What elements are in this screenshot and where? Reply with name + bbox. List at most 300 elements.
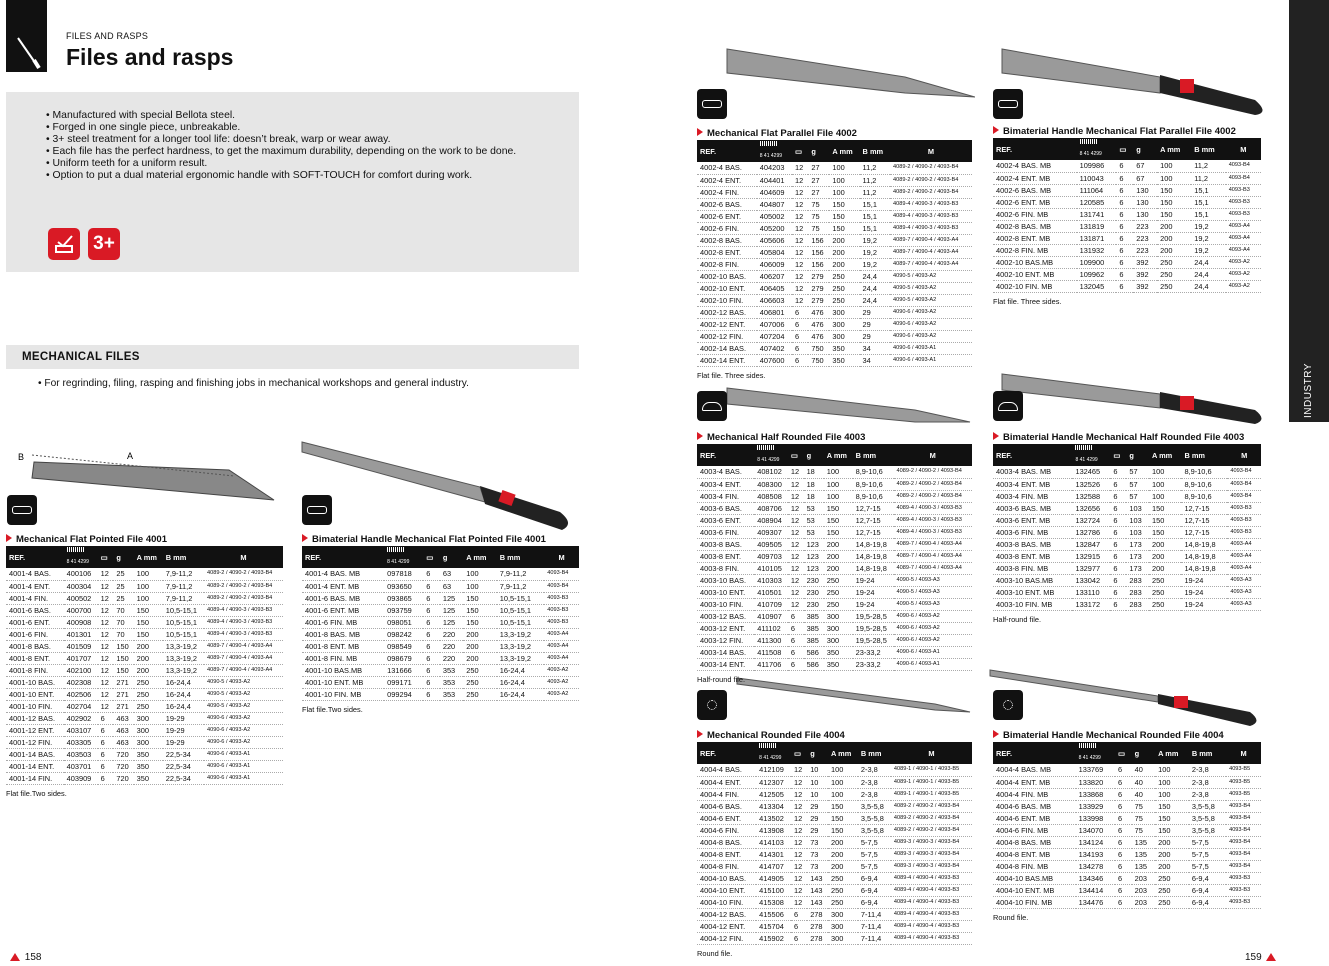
cell-b: 11,2 bbox=[860, 174, 890, 186]
cell-g: 70 bbox=[113, 616, 133, 628]
cell-g: 57 bbox=[1126, 478, 1149, 490]
table-row bbox=[302, 604, 579, 616]
cell-ref: 4003-10 ENT. bbox=[697, 586, 754, 598]
cell-m: 4090-5 / 4093-A2 bbox=[890, 294, 972, 306]
cell-g: 53 bbox=[804, 526, 824, 538]
cell-ref: 4003-10 FIN. bbox=[697, 598, 754, 610]
cell-m: 4093-B4 bbox=[1227, 466, 1261, 478]
cell-ref: 4004-8 ENT. bbox=[697, 848, 756, 860]
col-b: B mm bbox=[860, 140, 890, 162]
cell-b: 7-11,4 bbox=[858, 908, 891, 920]
cell-g: 63 bbox=[440, 580, 463, 592]
cell-qty: 6 bbox=[1115, 896, 1132, 908]
cell-code: 402902 bbox=[64, 712, 98, 724]
cell-qty: 12 bbox=[791, 860, 807, 872]
cell-b: 19,2 bbox=[860, 246, 890, 258]
col-ean: 8 41 4299 bbox=[1072, 444, 1110, 466]
cell-ref: 4002-6 BAS. bbox=[697, 198, 757, 210]
cell-code: 408706 bbox=[754, 502, 788, 514]
cell-code: 415704 bbox=[756, 920, 791, 932]
cell-a: 350 bbox=[134, 772, 163, 784]
table-row bbox=[993, 824, 1261, 836]
cell-b: 2-3,8 bbox=[1189, 764, 1226, 776]
table-row bbox=[993, 812, 1261, 824]
file-tool-icon bbox=[6, 0, 47, 72]
cell-ref: 4004-4 FIN. MB bbox=[993, 788, 1076, 800]
cell-b: 7-11,4 bbox=[858, 920, 891, 932]
col-b: B mm bbox=[858, 742, 891, 764]
cell-ref: 4004-6 FIN. MB bbox=[993, 824, 1076, 836]
table-header bbox=[697, 140, 972, 162]
cell-qty: 6 bbox=[423, 676, 440, 688]
table-row bbox=[6, 652, 283, 664]
table-row bbox=[697, 306, 972, 318]
table-row bbox=[6, 592, 283, 604]
cell-b: 19,5-28,5 bbox=[853, 634, 894, 646]
cell-qty: 12 bbox=[791, 836, 807, 848]
cell-m: 4089-4 / 4090-3 / 4093-B3 bbox=[894, 514, 972, 526]
col-m: M bbox=[204, 546, 283, 568]
cell-ref: 4001-4 ENT. bbox=[6, 580, 64, 592]
cell-a: 100 bbox=[828, 776, 858, 788]
cell-a: 150 bbox=[134, 616, 163, 628]
cell-g: 476 bbox=[808, 318, 829, 330]
cell-a: 100 bbox=[829, 186, 859, 198]
cell-b: 19,2 bbox=[1191, 220, 1225, 232]
col-m: M bbox=[894, 444, 972, 466]
table-header bbox=[697, 742, 972, 764]
table-row bbox=[302, 616, 579, 628]
cell-g: 353 bbox=[440, 664, 463, 676]
cell-ref: 4001-6 BAS. bbox=[6, 604, 64, 616]
table-row bbox=[697, 162, 972, 174]
cell-b: 3,5-5,8 bbox=[858, 800, 891, 812]
cell-qty: 6 bbox=[788, 634, 804, 646]
cell-a: 250 bbox=[463, 676, 497, 688]
feature-badges bbox=[48, 228, 128, 260]
table-row bbox=[697, 788, 972, 800]
col-ref: REF. bbox=[697, 140, 757, 162]
cell-qty: 12 bbox=[788, 598, 804, 610]
cell-qty: 12 bbox=[788, 514, 804, 526]
cell-code: 404609 bbox=[757, 186, 792, 198]
section-title: MECHANICAL FILES bbox=[22, 351, 140, 363]
col-b: B mm bbox=[853, 444, 894, 466]
cell-a: 250 bbox=[824, 574, 853, 586]
cell-m: 4089-4 / 4090-3 / 4093-B3 bbox=[204, 616, 283, 628]
cell-ref: 4004-12 ENT. bbox=[697, 920, 756, 932]
cell-qty: 6 bbox=[423, 652, 440, 664]
cell-a: 200 bbox=[1149, 538, 1181, 550]
col-b: B mm bbox=[1189, 742, 1226, 764]
cell-ref: 4003-6 FIN. MB bbox=[993, 526, 1072, 538]
cell-b: 24,4 bbox=[860, 294, 890, 306]
cell-a: 200 bbox=[829, 234, 859, 246]
diagram-label-b: B bbox=[18, 452, 25, 462]
cell-ref: 4002-6 BAS. MB bbox=[993, 184, 1077, 196]
cell-qty: 6 bbox=[1115, 776, 1132, 788]
cell-b: 8,9-10,6 bbox=[1181, 478, 1227, 490]
cell-code: 403107 bbox=[64, 724, 98, 736]
box-icon: ▭ bbox=[794, 146, 802, 156]
cell-qty: 12 bbox=[98, 652, 114, 664]
cell-code: 093759 bbox=[384, 604, 423, 616]
cell-code: 403305 bbox=[64, 736, 98, 748]
cell-qty: 6 bbox=[1110, 562, 1126, 574]
cell-code: 133172 bbox=[1072, 598, 1110, 610]
table-row bbox=[697, 354, 972, 366]
cell-qty: 12 bbox=[792, 234, 808, 246]
cell-m: 4090-6 / 4093-A1 bbox=[890, 354, 972, 366]
cell-a: 250 bbox=[134, 676, 163, 688]
cell-b: 23-33,2 bbox=[853, 646, 894, 658]
cell-g: 156 bbox=[808, 246, 829, 258]
cell-g: 203 bbox=[1132, 884, 1156, 896]
col-ref: REF. bbox=[993, 742, 1076, 764]
cell-g: 586 bbox=[804, 646, 824, 658]
page-number-left: 158 bbox=[8, 952, 41, 963]
cell-m: 4089-4 / 4090-4 / 4093-B3 bbox=[891, 920, 972, 932]
cell-b: 29 bbox=[860, 306, 890, 318]
cell-a: 150 bbox=[828, 824, 858, 836]
cell-a: 150 bbox=[829, 198, 859, 210]
col-b: B mm bbox=[497, 546, 545, 568]
cell-g: 25 bbox=[113, 580, 133, 592]
table-row bbox=[697, 526, 972, 538]
cell-code: 408508 bbox=[754, 490, 788, 502]
cell-ref: 4001-10 BAS. bbox=[6, 676, 64, 688]
cell-b: 34 bbox=[860, 342, 890, 354]
cell-qty: 12 bbox=[98, 604, 114, 616]
cell-g: 27 bbox=[808, 162, 829, 174]
cell-b: 3,5-5,8 bbox=[1189, 800, 1226, 812]
cell-g: 67 bbox=[1133, 160, 1157, 172]
cell-qty: 6 bbox=[1116, 232, 1133, 244]
cell-qty: 6 bbox=[1110, 538, 1126, 550]
table-row bbox=[993, 586, 1261, 598]
cell-g: 70 bbox=[113, 604, 133, 616]
cell-m: 4090-5 / 4093-A2 bbox=[204, 700, 283, 712]
table-header bbox=[993, 138, 1261, 160]
cell-a: 250 bbox=[829, 270, 859, 282]
cell-g: 279 bbox=[808, 270, 829, 282]
cell-b: 13,3-19,2 bbox=[497, 640, 545, 652]
cell-a: 300 bbox=[829, 306, 859, 318]
cell-m: 4090-6 / 4093-A1 bbox=[894, 646, 972, 658]
col-m: M bbox=[891, 742, 972, 764]
cell-g: 125 bbox=[440, 592, 463, 604]
cell-code: 414301 bbox=[756, 848, 791, 860]
cell-a: 100 bbox=[1155, 764, 1189, 776]
cell-b: 12,7-15 bbox=[853, 502, 894, 514]
cell-m: 4089-7 / 4090-4 / 4093-A4 bbox=[890, 234, 972, 246]
cell-ref: 4002-4 ENT. bbox=[697, 174, 757, 186]
cell-qty: 6 bbox=[791, 932, 807, 944]
cell-ref: 4003-6 BAS. MB bbox=[993, 502, 1072, 514]
col-ref: REF. bbox=[993, 138, 1077, 160]
cell-m: 4090-6 / 4093-A2 bbox=[894, 622, 972, 634]
cell-qty: 6 bbox=[791, 920, 807, 932]
cell-b: 15,1 bbox=[1191, 208, 1225, 220]
cell-m: 4089-2 / 4090-2 / 4093-B4 bbox=[890, 186, 972, 198]
cell-m: 4089-4 / 4090-4 / 4093-B3 bbox=[891, 884, 972, 896]
cell-g: 130 bbox=[1133, 196, 1157, 208]
product-title: Mechanical Flat Parallel File 4002 bbox=[697, 128, 972, 140]
table-row bbox=[6, 580, 283, 592]
cell-m: 4093-A2 bbox=[1226, 280, 1261, 292]
section-note: • For regrinding, filing, rasping and finishing jobs in mechanical workshops and general industry. bbox=[38, 378, 469, 389]
cell-b: 15,1 bbox=[860, 198, 890, 210]
cell-m: 4090-6 / 4093-A1 bbox=[204, 772, 283, 784]
cell-m: 4093-B4 bbox=[1226, 800, 1261, 812]
cell-b: 24,4 bbox=[860, 282, 890, 294]
arrow-icon bbox=[993, 126, 999, 134]
cell-code: 412307 bbox=[756, 776, 791, 788]
cell-m: 4093-A2 bbox=[1226, 268, 1261, 280]
cell-code: 406603 bbox=[757, 294, 792, 306]
cell-ref: 4002-8 FIN. bbox=[697, 258, 757, 270]
col-a: A mm bbox=[1157, 138, 1191, 160]
cell-g: 123 bbox=[804, 550, 824, 562]
table-row bbox=[697, 282, 972, 294]
cell-a: 150 bbox=[134, 628, 163, 640]
cell-a: 300 bbox=[828, 908, 858, 920]
table-row bbox=[697, 466, 972, 478]
cell-b: 10,5-15,1 bbox=[163, 628, 204, 640]
cell-a: 200 bbox=[824, 538, 853, 550]
half-round-profile-icon bbox=[697, 391, 727, 421]
cell-b: 19-24 bbox=[853, 574, 894, 586]
table-row bbox=[302, 664, 579, 676]
cell-qty: 6 bbox=[792, 306, 808, 318]
cell-m: 4093-B3 bbox=[544, 616, 579, 628]
table-row bbox=[993, 208, 1261, 220]
cell-qty: 12 bbox=[792, 282, 808, 294]
cell-a: 150 bbox=[1155, 824, 1189, 836]
col-m: M bbox=[1227, 444, 1261, 466]
cell-qty: 6 bbox=[98, 724, 114, 736]
cell-code: 407600 bbox=[757, 354, 792, 366]
col-ref: REF. bbox=[6, 546, 64, 568]
cell-a: 100 bbox=[828, 764, 858, 776]
table-row bbox=[6, 616, 283, 628]
table-row bbox=[302, 652, 579, 664]
cell-code: 131871 bbox=[1077, 232, 1117, 244]
cell-ref: 4002-4 BAS. MB bbox=[993, 160, 1077, 172]
table-row bbox=[993, 514, 1261, 526]
cell-a: 100 bbox=[134, 568, 163, 580]
cell-code: 412505 bbox=[756, 788, 791, 800]
table-row bbox=[993, 220, 1261, 232]
cell-code: 111064 bbox=[1077, 184, 1117, 196]
cell-a: 100 bbox=[1155, 788, 1189, 800]
cell-m: 4093-B4 bbox=[1226, 812, 1261, 824]
cell-m: 4089-2 / 4090-2 / 4093-B4 bbox=[204, 592, 283, 604]
table-row bbox=[697, 634, 972, 646]
cell-code: 132786 bbox=[1072, 526, 1110, 538]
box-icon: ▭ bbox=[1119, 144, 1127, 154]
cell-ref: 4002-10 BAS. bbox=[697, 270, 757, 282]
table-row bbox=[6, 568, 283, 580]
cell-qty: 12 bbox=[98, 640, 114, 652]
col-b: B mm bbox=[1191, 138, 1225, 160]
cell-a: 250 bbox=[1157, 268, 1191, 280]
cell-ref: 4001-10 FIN. bbox=[6, 700, 64, 712]
cell-m: 4090-6 / 4093-A2 bbox=[204, 712, 283, 724]
cell-a: 150 bbox=[1157, 184, 1191, 196]
col-m: M bbox=[890, 140, 972, 162]
cell-qty: 12 bbox=[792, 162, 808, 174]
table-row bbox=[697, 562, 972, 574]
round-profile-icon bbox=[993, 690, 1023, 720]
cell-a: 150 bbox=[824, 514, 853, 526]
bimaterial-rounded-file-image bbox=[988, 668, 1268, 728]
cell-g: 223 bbox=[1133, 244, 1157, 256]
cell-a: 100 bbox=[1157, 172, 1191, 184]
cell-g: 353 bbox=[440, 676, 463, 688]
cell-a: 250 bbox=[1155, 884, 1189, 896]
cell-b: 8,9-10,6 bbox=[853, 478, 894, 490]
cell-a: 200 bbox=[824, 562, 853, 574]
cell-ref: 4003-6 FIN. bbox=[697, 526, 754, 538]
table-row bbox=[993, 788, 1261, 800]
cell-code: 133110 bbox=[1072, 586, 1110, 598]
cell-code: 403909 bbox=[64, 772, 98, 784]
cell-b: 15,1 bbox=[1191, 196, 1225, 208]
cell-b: 19-24 bbox=[1181, 574, 1227, 586]
cell-code: 403503 bbox=[64, 748, 98, 760]
cell-m: 4093-A2 bbox=[544, 688, 579, 700]
cell-a: 200 bbox=[134, 652, 163, 664]
table-row bbox=[697, 270, 972, 282]
cell-b: 19-29 bbox=[163, 736, 204, 748]
bimaterial-flat-parallel-file-image bbox=[1000, 45, 1270, 115]
table-row bbox=[302, 568, 579, 580]
col-box bbox=[1116, 138, 1133, 160]
col-a: A mm bbox=[828, 742, 858, 764]
cell-qty: 6 bbox=[1116, 208, 1133, 220]
cell-a: 250 bbox=[824, 598, 853, 610]
cell-g: 135 bbox=[1132, 860, 1156, 872]
cell-code: 404203 bbox=[757, 162, 792, 174]
cell-code: 131819 bbox=[1077, 220, 1117, 232]
cell-m: 4093-B4 bbox=[1227, 478, 1261, 490]
box-icon: ▭ bbox=[100, 552, 108, 562]
product-table bbox=[302, 546, 579, 701]
cell-m: 4089-4 / 4090-3 / 4093-B3 bbox=[890, 198, 972, 210]
flat-parallel-file-image bbox=[725, 45, 975, 105]
profile-note: Half-round file. bbox=[697, 674, 746, 684]
cell-code: 133929 bbox=[1076, 800, 1115, 812]
cell-code: 133998 bbox=[1076, 812, 1115, 824]
cell-m: 4093-B4 bbox=[1226, 824, 1261, 836]
cell-ref: 4002-12 FIN. bbox=[697, 330, 757, 342]
cell-b: 6-9,4 bbox=[1189, 884, 1226, 896]
cell-qty: 12 bbox=[792, 186, 808, 198]
cell-b: 24,4 bbox=[860, 270, 890, 282]
cell-ref: 4001-8 ENT. MB bbox=[302, 640, 384, 652]
cell-ref: 4001-4 BAS. MB bbox=[302, 568, 384, 580]
cell-a: 150 bbox=[1149, 526, 1181, 538]
cell-qty: 12 bbox=[792, 198, 808, 210]
table-row bbox=[6, 724, 283, 736]
product-title: Mechanical Flat Pointed File 4001 bbox=[6, 534, 283, 546]
cell-g: 63 bbox=[440, 568, 463, 580]
cell-code: 409307 bbox=[754, 526, 788, 538]
cell-g: 476 bbox=[808, 330, 829, 342]
diagram-label-a: A bbox=[127, 451, 134, 461]
cell-qty: 6 bbox=[788, 622, 804, 634]
cell-qty: 6 bbox=[1115, 860, 1132, 872]
cell-code: 120585 bbox=[1077, 196, 1117, 208]
cell-ref: 4003-6 BAS. bbox=[697, 502, 754, 514]
cell-m: 4093-A3 bbox=[1227, 586, 1261, 598]
cell-b: 10,5-15,1 bbox=[497, 616, 545, 628]
arrow-icon bbox=[302, 534, 308, 542]
cell-b: 16-24,4 bbox=[497, 676, 545, 688]
cell-qty: 6 bbox=[1115, 800, 1132, 812]
barcode-icon bbox=[1080, 139, 1098, 144]
cell-g: 125 bbox=[440, 616, 463, 628]
table-row bbox=[6, 712, 283, 724]
cell-qty: 12 bbox=[788, 586, 804, 598]
cell-qty: 6 bbox=[1115, 848, 1132, 860]
cell-a: 150 bbox=[1157, 208, 1191, 220]
cell-a: 100 bbox=[829, 174, 859, 186]
cell-ref: 4001-8 ENT. bbox=[6, 652, 64, 664]
table-row bbox=[697, 848, 972, 860]
cell-m: 4093-A2 bbox=[544, 664, 579, 676]
cell-a: 150 bbox=[828, 800, 858, 812]
cell-m: 4093-B3 bbox=[1227, 514, 1261, 526]
table-row bbox=[993, 836, 1261, 848]
col-m: M bbox=[1226, 742, 1261, 764]
col-box bbox=[98, 546, 114, 568]
cell-code: 132526 bbox=[1072, 478, 1110, 490]
cell-g: 40 bbox=[1132, 788, 1156, 800]
table-row bbox=[697, 764, 972, 776]
table-row bbox=[697, 478, 972, 490]
cell-ref: 4002-10 ENT. bbox=[697, 282, 757, 294]
cell-code: 408102 bbox=[754, 466, 788, 478]
cell-a: 250 bbox=[1155, 896, 1189, 908]
cell-m: 4093-A4 bbox=[1227, 550, 1261, 562]
table-row bbox=[697, 932, 972, 944]
table-row bbox=[697, 294, 972, 306]
cell-code: 109962 bbox=[1077, 268, 1117, 280]
cell-code: 402100 bbox=[64, 664, 98, 676]
cell-m: 4089-4 / 4090-4 / 4093-B3 bbox=[891, 908, 972, 920]
cell-g: 223 bbox=[1133, 220, 1157, 232]
table-row bbox=[6, 640, 283, 652]
cell-ref: 4002-10 ENT. MB bbox=[993, 268, 1077, 280]
cell-ref: 4001-14 ENT. bbox=[6, 760, 64, 772]
cell-b: 10,5-15,1 bbox=[163, 604, 204, 616]
cell-b: 12,7-15 bbox=[853, 526, 894, 538]
cell-a: 150 bbox=[829, 222, 859, 234]
cell-ref: 4003-4 ENT. bbox=[697, 478, 754, 490]
cell-ref: 4004-12 FIN. bbox=[697, 932, 756, 944]
cell-m: 4090-6 / 4093-A2 bbox=[890, 306, 972, 318]
cell-qty: 6 bbox=[1110, 466, 1126, 478]
cell-m: 4089-3 / 4090-3 / 4093-B4 bbox=[891, 836, 972, 848]
product-table bbox=[697, 444, 972, 671]
cell-qty: 6 bbox=[1116, 280, 1133, 292]
cell-g: 57 bbox=[1126, 466, 1149, 478]
cell-g: 25 bbox=[113, 568, 133, 580]
cell-g: 278 bbox=[807, 932, 828, 944]
cell-m: 4089-4 / 4090-3 / 4093-B3 bbox=[894, 526, 972, 538]
